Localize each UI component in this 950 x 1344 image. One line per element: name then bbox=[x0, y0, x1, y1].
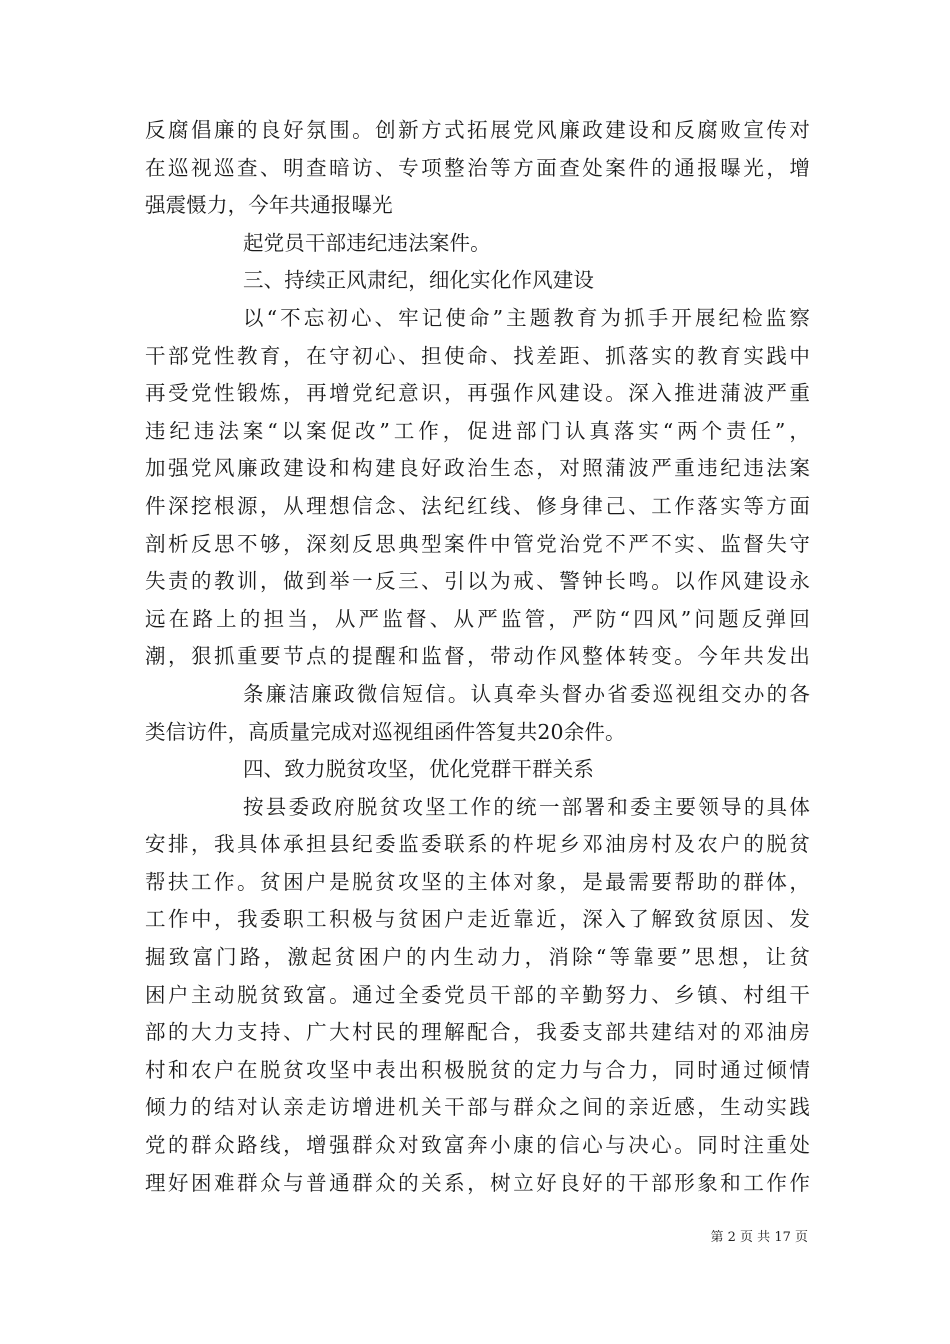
text-line: 类信访件，高质量完成对巡视组函件答复共20余件。 bbox=[145, 719, 626, 744]
text-line: 再受党性锻炼，再增党纪意识，再强作风建设。深入推进蒲波严重 bbox=[145, 381, 810, 406]
text-line: 强震慑力，今年共通报曝光 bbox=[145, 193, 393, 218]
text-line: 违纪违法案“以案促改”工作，促进部门认真落实“两个责任”， bbox=[145, 418, 810, 443]
text-line: 困户主动脱贫致富。通过全委党员干部的辛勤努力、乡镇、村组干 bbox=[145, 982, 810, 1007]
text-line: 四、致力脱贫攻坚，优化党群干群关系 bbox=[243, 757, 595, 782]
text-line: 部的大力支持、广大村民的理解配合，我委支部共建结对的邓油房 bbox=[145, 1020, 810, 1045]
text-line: 件深挖根源，从理想信念、法纪红线、修身律己、工作落实等方面 bbox=[145, 493, 810, 518]
text-line: 安排，我具体承担县纪委监委联系的杵坭乡邓油房村及农户的脱贫 bbox=[145, 832, 810, 857]
text-line: 按县委政府脱贫攻坚工作的统一部署和委主要领导的具体 bbox=[243, 794, 810, 819]
page-number-footer: 第 2 页 共 17 页 bbox=[710, 1230, 808, 1245]
text-line: 三、持续正风肃纪，细化实化作风建设 bbox=[243, 268, 595, 293]
text-line: 潮，狠抓重要节点的提醒和监督，带动作风整体转变。今年共发出 bbox=[145, 644, 810, 669]
text-line: 村和农户在脱贫攻坚中表出积极脱贫的定力与合力，同时通过倾情 bbox=[145, 1057, 810, 1082]
text-line: 失责的教训，做到举一反三、引以为戒、警钟长鸣。以作风建设永 bbox=[145, 569, 810, 594]
document-body bbox=[145, 112, 810, 1202]
text-line: 干部党性教育，在守初心、担使命、找差距、抓落实的教育实践中 bbox=[145, 343, 810, 368]
text-line: 加强党风廉政建设和构建良好政治生态，对照蒲波严重违纪违法案 bbox=[145, 456, 810, 481]
text-line: 党的群众路线，增强群众对致富奔小康的信心与决心。同时注重处 bbox=[145, 1133, 810, 1158]
text-line: 理好困难群众与普通群众的关系，树立好良好的干部形象和工作作 bbox=[145, 1170, 810, 1195]
text-line: 剖析反思不够，深刻反思典型案件中管党治党不严不实、监督失守 bbox=[145, 531, 810, 556]
text-line: 以“不忘初心、牢记使命”主题教育为抓手开展纪检监察 bbox=[243, 305, 810, 330]
text-line: 条廉洁廉政微信短信。认真牵头督办省委巡视组交办的各 bbox=[243, 681, 810, 706]
text-line: 远在路上的担当，从严监督、从严监管，严防“四风”问题反弹回 bbox=[145, 606, 810, 631]
text-line: 帮扶工作。贫困户是脱贫攻坚的主体对象，是最需要帮助的群体， bbox=[145, 869, 810, 894]
text-line: 倾力的结对认亲走访增进机关干部与群众之间的亲近感，生动实践 bbox=[145, 1095, 810, 1120]
text-line: 反腐倡廉的良好氛围。创新方式拓展党风廉政建设和反腐败宣传对 bbox=[145, 118, 810, 142]
text-line: 在巡视巡查、明查暗访、专项整治等方面查处案件的通报曝光，增 bbox=[145, 155, 810, 180]
text-line: 起党员干部违纪违法案件。 bbox=[243, 230, 491, 255]
text-line: 工作中，我委职工积极与贫困户走近靠近，深入了解致贫原因、发 bbox=[145, 907, 810, 932]
text-line: 掘致富门路，激起贫困户的内生动力，消除“等靠要”思想，让贫 bbox=[145, 945, 810, 970]
